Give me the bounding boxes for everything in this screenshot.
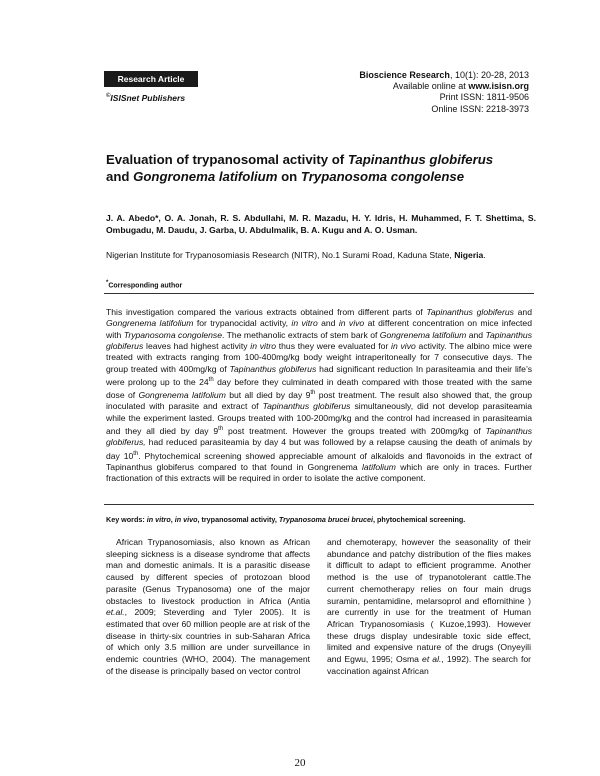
page-number: 20 (294, 757, 306, 769)
abstract-text: leaves had highest activity (143, 341, 251, 352)
abstract-text: and (466, 329, 486, 340)
abstract-italic: Gongrenema latifolium (138, 390, 226, 401)
body-column-left (106, 537, 310, 677)
abstract-text: had reduced parasiteamia by day 4 but was followed by a relapse causing the death of animals by day 10 (106, 437, 532, 461)
paper-title (106, 151, 536, 185)
abstract-italic: Tapinanthus globiferus, (106, 426, 533, 448)
abstract-text: simultaneously, did not develop parasiteamia while the experiment lasted. Groups treated with 100-200mg/kg and the control had increased in parasiteamia and they all died by day 9 (106, 401, 533, 437)
abstract (106, 307, 532, 485)
publisher-name (106, 93, 185, 103)
corresponding-author-note (106, 280, 182, 289)
abstract-text: . Phytochemical screening showed appreciable amount of alkaloids and flavonoids in the extract of Tapinanthus globiferus compared to that found in Gongrenema (106, 450, 532, 472)
body-text: , 2009; Steverding and Tyler 2005). It is estimated that over 60 million people are at risk of the disease in thirty-six countries in sub-Saharan Africa of which only 3.5 million are under surveillance in endemic countries (WHO, 2004). The management of the disease is principally based on vector control (106, 607, 310, 676)
abstract-text: post treatment. However the groups treated with 200mg/kg of (223, 426, 486, 437)
abstract-text: . The methanolic extracts of stem bark of (222, 329, 380, 340)
keywords (106, 515, 536, 524)
affiliation (106, 249, 536, 261)
title-species-3: Trypanosoma congolense (300, 169, 465, 184)
keyword: in vivo (174, 515, 198, 524)
keyword: Trypanosoma brucei brucei (278, 515, 373, 524)
abstract-italic: Tapinanthus globiferus (106, 329, 533, 352)
abstract-italic: Tapinanthus globiferus (262, 401, 351, 412)
journal-info (359, 70, 529, 115)
abstract-top-divider (104, 293, 534, 294)
title-text-3: on (277, 169, 301, 184)
body-text: African Trypanosomiasis, also known as African sleeping sickness is a disease syndrome that affects man and domestic animals. It is a parasitic disease caused by different species of protozoan blood parasite (Genus Trypanosoma) one of the major obstacles to livestock production in Africa (Antia (106, 537, 310, 606)
abstract-italic: Trypanosoma congolense (123, 329, 223, 340)
keyword: in vitro (146, 515, 171, 524)
abstract-italic: Tapinanthus globiferus (426, 307, 514, 317)
abstract-italic: in vivo (391, 341, 416, 352)
abstract-italic: in vitro (291, 318, 318, 329)
journal-issue: , 10(1): 20-28, 2013 (449, 70, 529, 80)
corresponding-label: Corresponding author (108, 282, 183, 290)
print-issn: Print ISSN: 1811-9506 (439, 92, 529, 103)
affiliation-text: Nigerian Institute for Trypanosomiasis Research (NITR), No.1 Surami Road, Kaduna State, (106, 250, 455, 260)
abstract-text: but all died by day 9 (225, 390, 311, 401)
abstract-text: which are only in traces. Further fractionation of this extracts will be required in order to isolate the active component. (106, 461, 532, 484)
keyword-separator: , (170, 515, 175, 524)
body-text: and chemoterapy, however the seasonality of their abundance and patchy distribution of the flies makes it difficult to adapt to efficient programme. Another method is the use of trypanotolerant cattle.The current chemotherapy relies on four main drugs suramin, pentamidine, melarsoprol and eflornithine ) are currently in use for the treatment of Human African Trypanosomiasis ( Kuzoe,1993). However these drugs display undesirable toxic side effect, limited and expensive nature of the drugs (Onyeyili and Egwu, 1995; Osma (327, 537, 531, 665)
abstract-superscript: th (208, 377, 214, 384)
abstract-italic: Tapinanthus globiferus (229, 363, 317, 374)
abstract-italic: in vitro (250, 341, 276, 352)
journal-website-line (359, 81, 529, 92)
article-type-badge (104, 71, 198, 87)
abstract-text: activity. The albino mice were treated with extracts ranging from 100-400mg/kg body weight intraperitoneally for 7 consecutive days. The group treated with 400mg/kg of (106, 341, 533, 374)
journal-website[interactable]: www.isisn.org (468, 81, 529, 92)
title-text-1: Evaluation of trypanosomal activity of (106, 152, 348, 167)
title-species-2: Gongronema latifolium (133, 169, 278, 184)
copyright-mark: © (106, 93, 111, 100)
abstract-italic: latifolium (362, 461, 396, 472)
keywords-label: Key words: (106, 515, 147, 524)
abstract-text: and (317, 318, 339, 329)
abstract-text: thus they were evaluated for (275, 341, 392, 352)
abstract-text: day before they culminated in death compared with those treated with the same dose of (106, 376, 532, 401)
abstract-text: This investigation compared the various extracts obtained from different parts of (106, 307, 427, 317)
corresponding-mark: * (106, 280, 109, 286)
abstract-text: post treatment. The result also showed that, the group inoculated with parasite and extract of (106, 390, 532, 412)
abstract-bottom-divider (104, 504, 534, 505)
abstract-italic: in vivo (338, 318, 365, 329)
abstract-superscript: th (310, 390, 316, 397)
journal-name: Bioscience Research (359, 70, 450, 80)
abstract-text: for trypanocidal activity, (193, 318, 292, 329)
title-text-2: and (106, 169, 134, 184)
online-issn: Online ISSN: 2218-3973 (431, 103, 529, 114)
affiliation-country: Nigeria (454, 250, 484, 260)
keyword: , trypanosomal activity, (197, 515, 279, 524)
abstract-italic: Gongrenema latifolium (379, 329, 467, 340)
journal-citation (359, 70, 529, 81)
available-prefix: Available online at (392, 81, 469, 92)
keyword: , phytochemical screening. (373, 515, 466, 524)
author-list: J. A. Abedo*, O. A. Jonah, R. S. Abdullahi, M. R. Mazadu, H. Y. Idris, H. Muhammed, F. T. Shettima, S. Ombugadu, M. Daudu, J. Garba, U. Abdulmalik, B. A. Kugu and A. O. Usman. (106, 213, 536, 235)
abstract-text: had significant reduction In parasiteamia and their life’s were prolong up to the 24 (106, 363, 532, 387)
body-italic: et.al. (106, 607, 125, 618)
body-text: , 1992). The search for vaccination against African (327, 654, 532, 676)
publisher-label: ISISnet Publishers (110, 93, 186, 103)
abstract-italic: Gongrenema latifolium (106, 318, 194, 329)
body-italic: et al. (422, 654, 442, 665)
affiliation-end: . (483, 250, 486, 260)
abstract-text: and (513, 307, 532, 317)
body-column-right (327, 537, 531, 677)
badge-label: Research Article (117, 74, 185, 84)
abstract-superscript: th (133, 450, 139, 457)
abstract-text: at different concentration on mice infected with (106, 318, 532, 340)
title-species-1: Tapinanthus globiferus (347, 152, 494, 167)
abstract-superscript: th (218, 426, 224, 433)
